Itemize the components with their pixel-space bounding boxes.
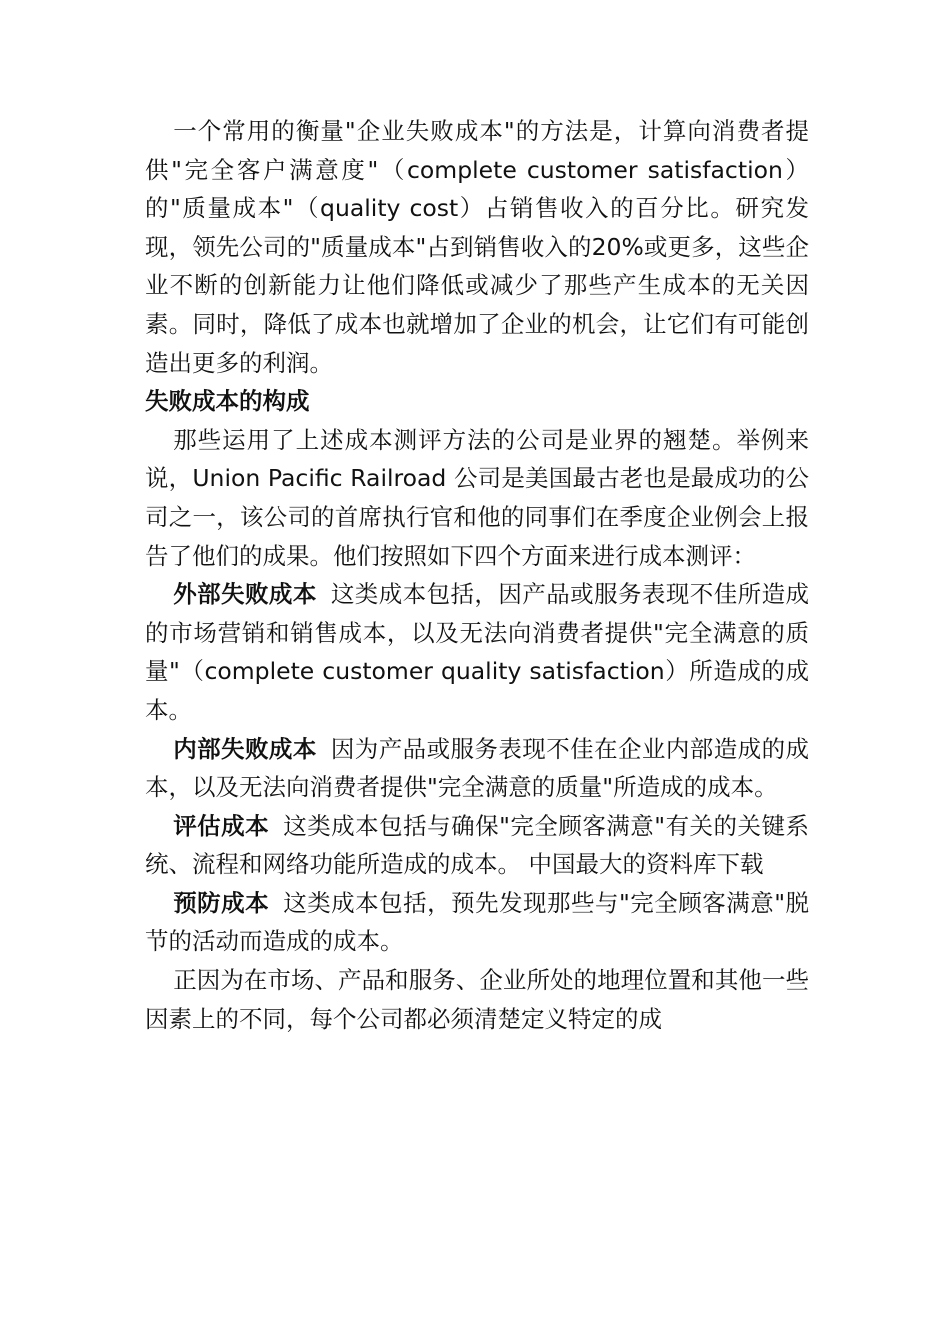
cost-description: 这类成本包括与确保"完全顾客满意"有关的关键系统、流程和网络功能所造成的成本。 中国最大的资料库下载 <box>145 811 809 879</box>
cost-term: 评估成本 <box>173 811 270 840</box>
body-paragraph: 那些运用了上述成本测评方法的公司是业界的翘楚。举例来说，Union Pacific Railroad 公司是美国最古老也是最成功的公司之一，该公司的首席执行官和他的同事们在季度企业例会上报告了他们的成果。他们按照如下四个方面来进行成本测评： <box>145 425 809 570</box>
cost-item-prevention <box>145 884 809 961</box>
intro-paragraph: 一个常用的衡量"企业失败成本"的方法是，计算向消费者提供"完全客户满意度"（complete customer satisfaction）的"质量成本"（quality cost）占销售收入的百分比。研究发现，领先公司的"质量成本"占到销售收入的20%或更多，这些企业不断的创新能力让他们降低或减少了那些产生成本的无关因素。同时，降低了成本也就增加了企业的机会，让它们有可能创造出更多的利润。 <box>145 117 809 377</box>
cost-term: 内部失败成本 <box>173 734 317 763</box>
cost-item-internal <box>145 730 809 807</box>
cost-item-external <box>145 575 809 729</box>
cost-item-appraisal <box>145 807 809 884</box>
cost-description: 这类成本包括，预先发现那些与"完全顾客满意"脱节的活动而造成的成本。 <box>145 888 809 956</box>
cost-term: 预防成本 <box>173 888 270 917</box>
closing-paragraph: 正因为在市场、产品和服务、企业所处的地理位置和其他一些因素上的不同，每个公司都必须清楚定义特定的成 <box>145 966 809 1033</box>
cost-term: 外部失败成本 <box>173 580 317 609</box>
document-body <box>145 112 809 1038</box>
cost-description: 这类成本包括，因产品或服务表现不佳所造成的市场营销和销售成本，以及无法向消费者提供"完全满意的质量"（complete customer quality satisfaction）所造成的成本。 <box>145 580 810 724</box>
cost-description: 因为产品或服务表现不佳在企业内部造成的成本，以及无法向消费者提供"完全满意的质量"所造成的成本。 <box>145 734 810 802</box>
section-heading: 失败成本的构成 <box>145 387 310 416</box>
